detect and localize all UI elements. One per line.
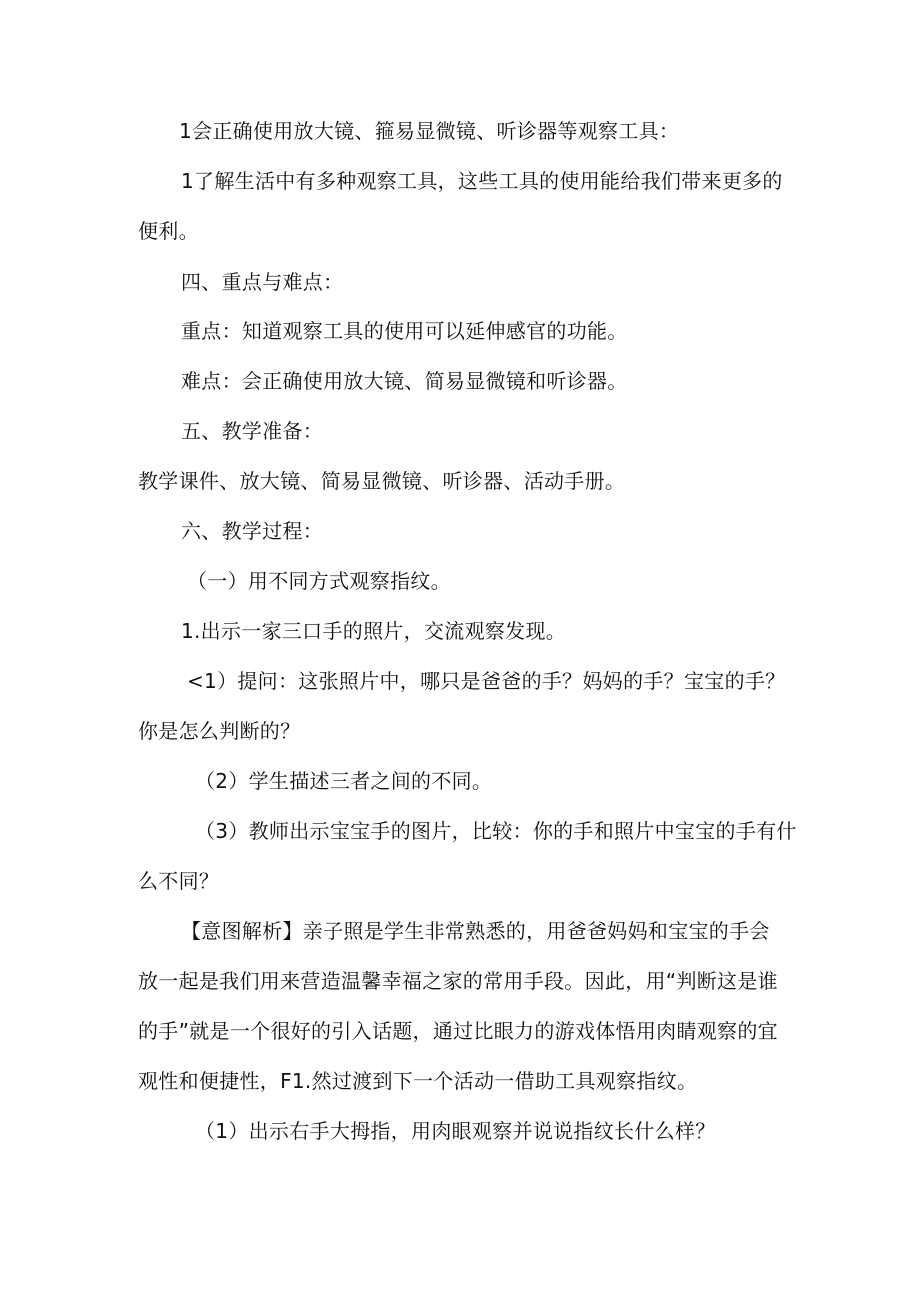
key-point-line: 重点：知道观察工具的使用可以延伸感官的功能。 [181,319,628,343]
difficulty-line: 难点：会正确使用放大镜、简易显微镜和听诊器。 [181,369,628,393]
question-line-2: （2）学生描述三者之间的不同。 [195,769,493,793]
preparation-line: 教学课件、放大镜、简易显微镜、听诊器、活动手册。 [138,469,626,493]
section-heading-process: 六、教学过程： [181,519,324,543]
objective-line-2-cont: 便利。 [138,219,199,243]
question-line-3-cont: 么不同？ [138,869,220,893]
section-heading-key-points: 四、重点与难点： [181,270,344,294]
intent-analysis-line-3: 的手”就是一个很好的引入话题，通过比眼力的游戏体悟用肉睛观察的宜 [138,1019,778,1043]
section-heading-preparation: 五、教学准备： [181,419,324,443]
intent-analysis-line-1: 【意图解析】亲子照是学生非常熟悉的，用爸爸妈妈和宝宝的手会 [181,919,770,943]
intent-analysis-line-2: 放一起是我们用来营造温馨幸福之家的常用手段。因此，用“判断这是谁 [138,969,778,993]
subsection-heading-fingerprints: （一）用不同方式观察指纹。 [187,569,451,593]
question-line-1: <1）提问：这张照片中，哪只是爸爸的手？妈妈的手？宝宝的手？ [187,669,786,693]
question-line-1-cont: 你是怎么判断的？ [138,719,301,743]
step-1-line: 1.出示一家三口手的照片，交流观察发现。 [181,619,567,643]
intent-analysis-line-4: 观性和便捷性，F1.然过渡到下一个活动一借助工具观察指纹。 [138,1069,698,1093]
objective-line-2: 1了解生活中有多种观察工具，这些工具的使用能给我们带来更多的 [181,169,783,193]
step-observe-thumb-line: （1）出示右手大拇指，用肉眼观察并说说指纹长什么样？ [195,1119,716,1143]
objective-line-1: 1会正确使用放大镜、箍易显微镜、听诊器等观察工具： [179,119,680,143]
question-line-3: （3）教师出示宝宝手的图片，比较：你的手和照片中宝宝的手有什 [195,819,797,843]
